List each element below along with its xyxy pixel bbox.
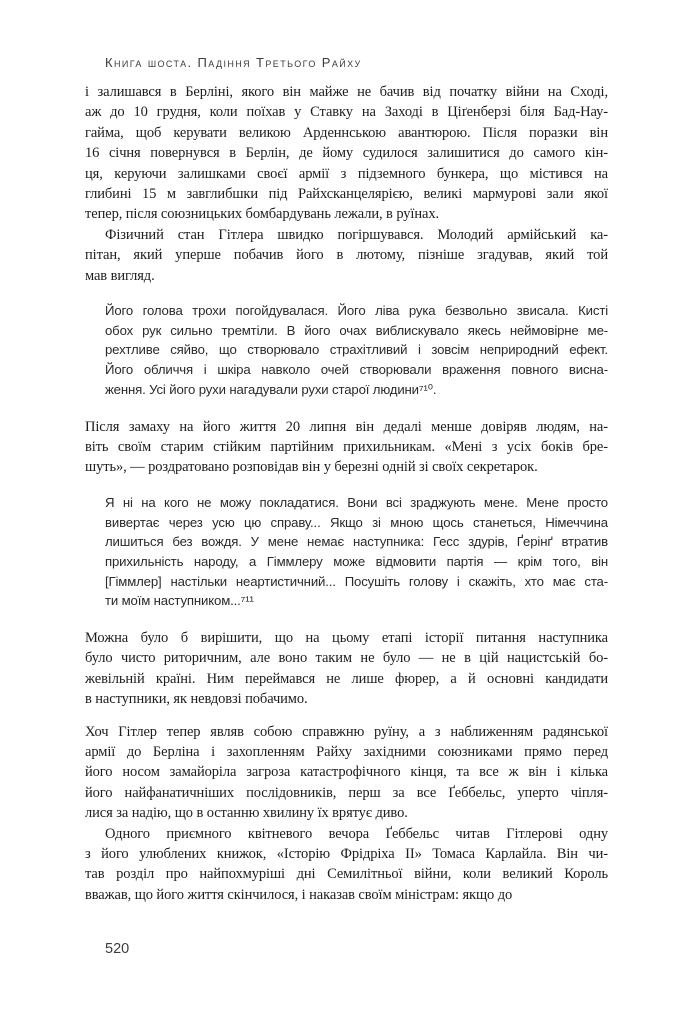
paragraph bbox=[85, 82, 608, 225]
text-line: [Гіммлер] настільки неартистичний... Посушіть голову і скажіть, хто має ста- bbox=[105, 573, 608, 589]
paragraph bbox=[85, 628, 608, 710]
text-line: було чисто риторичним, але воно таким не було — не в цій нацистській бо- bbox=[85, 650, 608, 667]
text-line: його носом замайоріла загроза катастрофічного кінця, та все ж він і кілька bbox=[85, 764, 608, 781]
text-line: вивертає через усю цю справу... Якщо зі мною щось станеться, Німеччина bbox=[105, 514, 608, 530]
text-line: його найфанатичніших послідовників, перш за все Ґеббельс, уперто чіпля- bbox=[85, 784, 608, 801]
text-line: лися за надію, що в останню хвилину їх врятує диво. bbox=[85, 805, 408, 822]
text-line: Його голова трохи погойдувалася. Його ліва рука безвольно звисала. Кисті bbox=[105, 303, 608, 319]
text-line: тав розділ про найпохмуріші дні Семилітньої війни, коли великий Король bbox=[85, 866, 608, 883]
text-line: шуть», — роздратовано розповідав він у березні одній зі своїх секретарок. bbox=[85, 459, 538, 476]
text-line: віть своїм старим стійким партійним прихильникам. «Мені з усіх боків бре- bbox=[85, 438, 608, 455]
text-line: рехтливе сяйво, що створювало страхітливий і зовсім неприродний ефект. bbox=[105, 342, 608, 358]
text-line: аж до 10 грудня, коли поїхав у Ставку на Заході в Ціґенберзі біля Бад-Нау- bbox=[85, 104, 608, 121]
text-line: Я ні на кого не можу покладатися. Вони всі зраджують мене. Мене просто bbox=[105, 494, 608, 510]
text-line: в наступники, як невдовзі побачимо. bbox=[85, 691, 308, 708]
text-line: Можна було б вирішити, що на цьому етапі історії питання наступника bbox=[85, 630, 608, 647]
text-line: Фізичний стан Гітлера швидко погіршувався. Молодий армійський ка- bbox=[105, 226, 608, 243]
text-line: тепер, після союзницьких бомбардувань лежали, в руїнах. bbox=[85, 206, 440, 223]
text-line: пітан, який уперше побачив його в лютому, пізніше згадував, який той bbox=[85, 247, 608, 264]
text-line: ження. Усі його рухи нагадували рухи старої людини⁷¹⁰. bbox=[105, 381, 437, 397]
text-line: Одного приємного квітневого вечора Ґеббельс читав Гітлерові одну bbox=[105, 825, 608, 842]
text-line: прихильність народу, а Гіммлеру може відмовити партія — крім того, він bbox=[105, 553, 608, 569]
running-head: Книга шоста. Падіння Третього Райху bbox=[105, 55, 362, 70]
text-line: Хоч Гітлер тепер являв собою справжню руїну, а з наближенням радянської bbox=[85, 723, 608, 740]
text-line: Його обличчя і шкіра навколо очей створювали враження повного висна- bbox=[105, 362, 608, 378]
text-line: ця, керуючи залишками своєї армії з підземного бункера, що містився на bbox=[85, 165, 608, 182]
text-line: і залишався в Берліні, якого він майже не бачив від початку війни на Сході, bbox=[85, 84, 608, 100]
text-line: глибині 15 м завглибшки під Райхсканцелярією, великі мармурові зали якої bbox=[85, 186, 608, 203]
text-column bbox=[85, 82, 608, 905]
block-quote bbox=[105, 301, 608, 400]
paragraph bbox=[85, 417, 608, 478]
block-quote bbox=[105, 493, 608, 611]
text-line: вважав, що його життя скінчилося, і наказав своїм міністрам: якщо до bbox=[85, 886, 513, 903]
text-line: ти моїм наступником...⁷¹¹ bbox=[105, 593, 254, 609]
text-line: мав вигляд. bbox=[85, 267, 155, 284]
text-line: з його улюблених книжок, «Історію Фрідріха II» Томаса Карлайла. Він чи- bbox=[85, 846, 608, 863]
page-number: 520 bbox=[105, 941, 130, 957]
text-line: лишиться без вождя. У мене немає наступника: Гесс здурів, Ґерінґ втратив bbox=[105, 534, 608, 550]
paragraph bbox=[85, 722, 608, 824]
paragraph bbox=[85, 225, 608, 286]
paragraph bbox=[85, 824, 608, 906]
text-line: Після замаху на його життя 20 липня він дедалі менше довіряв людям, на- bbox=[85, 418, 608, 435]
text-line: обох рук сильно тремтіли. В його очах виблискувало якесь неймовірне ме- bbox=[105, 322, 608, 338]
text-line: гайма, щоб керувати великою Арденнською авантюрою. Після поразки він bbox=[85, 124, 608, 141]
text-line: армії до Берліна і захопленням Райху західними союзниками прямо перед bbox=[85, 744, 608, 761]
text-line: жевільній країні. Ним переймався не лише фюрер, а й основні кандидати bbox=[85, 670, 608, 687]
text-line: 16 січня повернувся в Берлін, де йому судилося залишитися до самого кін- bbox=[85, 145, 608, 162]
